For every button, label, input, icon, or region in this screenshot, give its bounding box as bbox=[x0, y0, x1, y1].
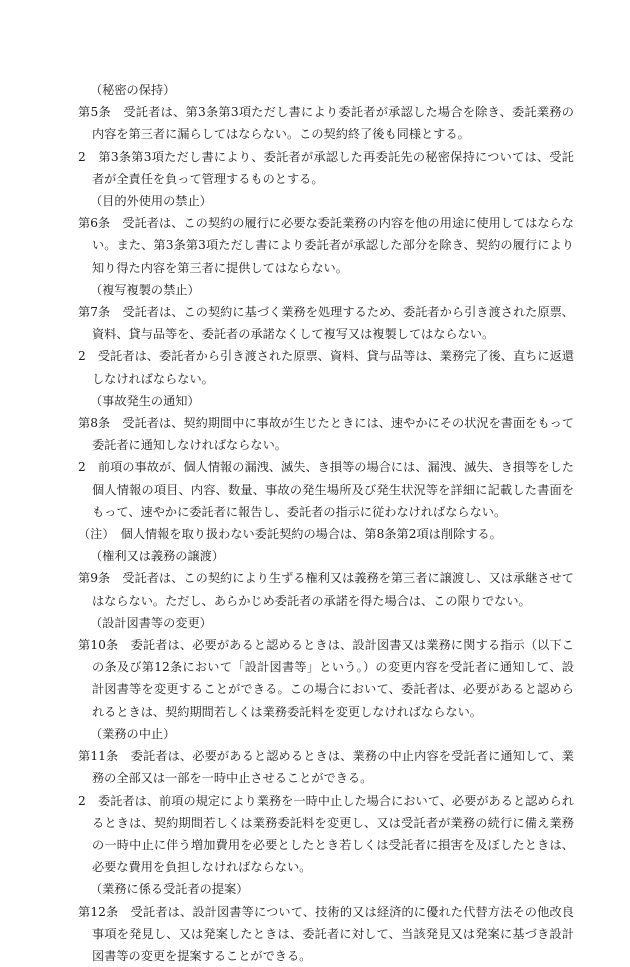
article-5-clause-2: 2 第3条第3項ただし書により、委託者が承認した再委託先の秘密保持については、受託者が全責任を負って管理するものとする。 bbox=[78, 149, 574, 186]
heading-transfer-of-rights: （権利又は義務の譲渡） bbox=[90, 549, 225, 564]
heading-contractor-proposal: （業務に係る受託者の提案） bbox=[90, 882, 249, 897]
note: （注） 個人情報を取り扱わない委託契約の場合は、第8条第2項は削除する。 bbox=[78, 527, 502, 542]
article-12: 第12条 受託者は、設計図書等について、技術的又は経済的に優れた代替方法その他改良事項を発見し、又は発案したときは、委託者に対して、当該発見又は発案に基づき設計図書等の変更を提案することができる。 bbox=[78, 904, 574, 963]
article-9: 第9条 受託者は、この契約により生ずる権利又は義務を第三者に譲渡し、又は承継させてはならない。ただし、あらかじめ委託者の承諾を得た場合は、この限りでない。 bbox=[78, 571, 574, 608]
article-7-clause-2: 2 受託者は、委託者から引き渡された原票、資料、貸与品等は、業務完了後、直ちに返還しなければならない。 bbox=[78, 349, 574, 386]
heading-design-change: （設計図書等の変更） bbox=[90, 615, 212, 630]
article-8-clause-2: 2 前項の事故が、個人情報の漏洩、滅失、き損等の場合には、漏洩、滅失、き損等をした個人情報の項目、内容、数量、事故の発生場所及び発生状況等を詳細に記載した書面をもって、速やかに委託者に報告し、委託者の指示に従わなければならない。 bbox=[78, 460, 574, 519]
document-body bbox=[78, 79, 574, 967]
article-8: 第8条 受託者は、契約期間中に事故が生じたときには、速やかにその状況を書面をもって委託者に通知しなければならない。 bbox=[78, 416, 574, 453]
heading-work-suspension: （業務の中止） bbox=[90, 726, 176, 741]
article-6: 第6条 受託者は、この契約の履行に必要な委託業務の内容を他の用途に使用してはならない。また、第3条第3項ただし書により委託者が承認した部分を除き、契約の履行により知り得た内容を第三者に提供してはならない。 bbox=[78, 216, 574, 275]
heading-accident-notification: （事故発生の通知） bbox=[90, 393, 200, 408]
heading-prohibition-of-copying: （複写複製の禁止） bbox=[90, 282, 200, 297]
heading-confidentiality: （秘密の保持） bbox=[90, 83, 176, 97]
article-5: 第5条 受託者は、第3条第3項ただし書により委託者が承認した場合を除き、委託業務の内容を第三者に漏らしてはならない。この契約終了後も同様とする。 bbox=[78, 105, 574, 142]
article-10: 第10条 委託者は、必要があると認めるときは、設計図書又は業務に関する指示（以下この条及び第12条において「設計図書等」という。）の変更内容を受託者に通知して、設計図書等を変更することができる。この場合において、委託者は、必要があると認められるときは、契約期間若しくは業務委託料を変更しなければならない。 bbox=[78, 638, 574, 719]
article-7: 第7条 受託者は、この契約に基づく業務を処理するため、委託者から引き渡された原票、資料、貸与品等を、委託者の承諾なくして複写又は複製してはならない。 bbox=[78, 305, 574, 342]
article-11: 第11条 委託者は、必要があると認めるときは、業務の中止内容を受託者に通知して、業務の全部又は一部を一時中止させることができる。 bbox=[78, 749, 574, 786]
article-11-clause-2: 2 委託者は、前項の規定により業務を一時中止した場合において、必要があると認められるときは、契約期間若しくは業務委託料を変更し、又は受託者が業務の続行に備え業務の一時中止に伴う増加費用を必要としたとき若しくは受託者に損害を及ぼしたときは、必要な費用を負担しなければならない。 bbox=[78, 793, 574, 875]
heading-prohibition-of-other-use: （目的外使用の禁止） bbox=[90, 194, 212, 209]
